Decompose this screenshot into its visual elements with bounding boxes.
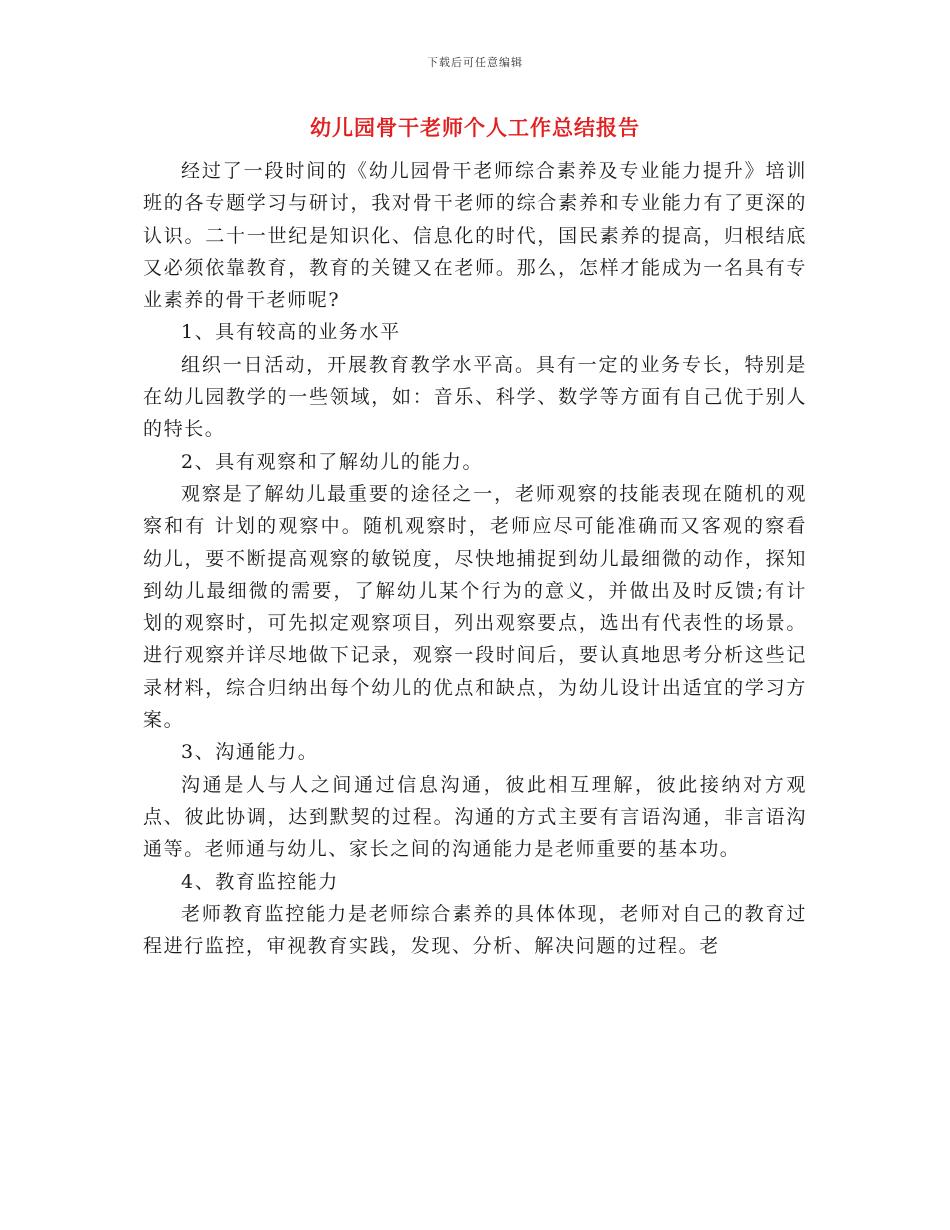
document-body — [143, 155, 807, 962]
section-heading-1: 1、具有较高的业务水平 — [181, 321, 401, 344]
section-heading-4: 4、教育监控能力 — [181, 870, 339, 893]
paragraph-2: 观察是了解幼儿最重要的途径之一，老师观察的技能表现在随机的观察和有 计划的观察中。随机观察时，老师应尽可能准确而又客观的察看幼儿，要不断提高观察的敏锐度，尽快地捕捉到幼儿最细微的动作，探知到幼儿最细微的需要，了解幼儿某个行为的意义，并做出及时反馈;有计划的观察时，可先拟定观察项目，列出观察要点，选出有代表性的场景。进行观察并详尽地做下记录，观察一段时间后，要认真地思考分析这些记录材料，综合归纳出每个幼儿的优点和缺点，为幼儿设计出适宜的学习方案。 — [143, 482, 807, 732]
paragraph-intro: 经过了一段时间的《幼儿园骨干老师综合素养及专业能力提升》培训班的各专题学习与研讨，我对骨干老师的综合素养和专业能力有了更深的认识。二十一世纪是知识化、信息化的时代，国民素养的提高，归根结底又必须依靠教育，教育的关键又在老师。那么，怎样才能成为一名具有专业素养的骨干老师呢? — [143, 160, 807, 312]
paragraph-1: 组织一日活动，开展教育教学水平高。具有一定的业务专长，特别是在幼儿园教学的一些领域，如：音乐、科学、数学等方面有自己优于别人的特长。 — [143, 353, 807, 441]
paragraph-4: 老师教育监控能力是老师综合素养的具体体现，老师对自己的教育过程进行监控，审视教育实践，发现、分析、解决问题的过程。老 — [143, 902, 807, 958]
section-heading-2: 2、具有观察和了解幼儿的能力。 — [181, 450, 484, 473]
section-heading-3: 3、沟通能力。 — [181, 741, 319, 764]
paragraph-3: 沟通是人与人之间通过信息沟通，彼此相互理解，彼此接纳对方观点、彼此协调，达到默契的过程。沟通的方式主要有言语沟通，非言语沟通等。老师通与幼儿、家长之间的沟通能力是老师重要的基本功。 — [143, 773, 807, 861]
document-title: 幼儿园骨干老师个人工作总结报告 — [310, 115, 640, 140]
header-note: 下载后可任意编辑 — [427, 56, 523, 69]
